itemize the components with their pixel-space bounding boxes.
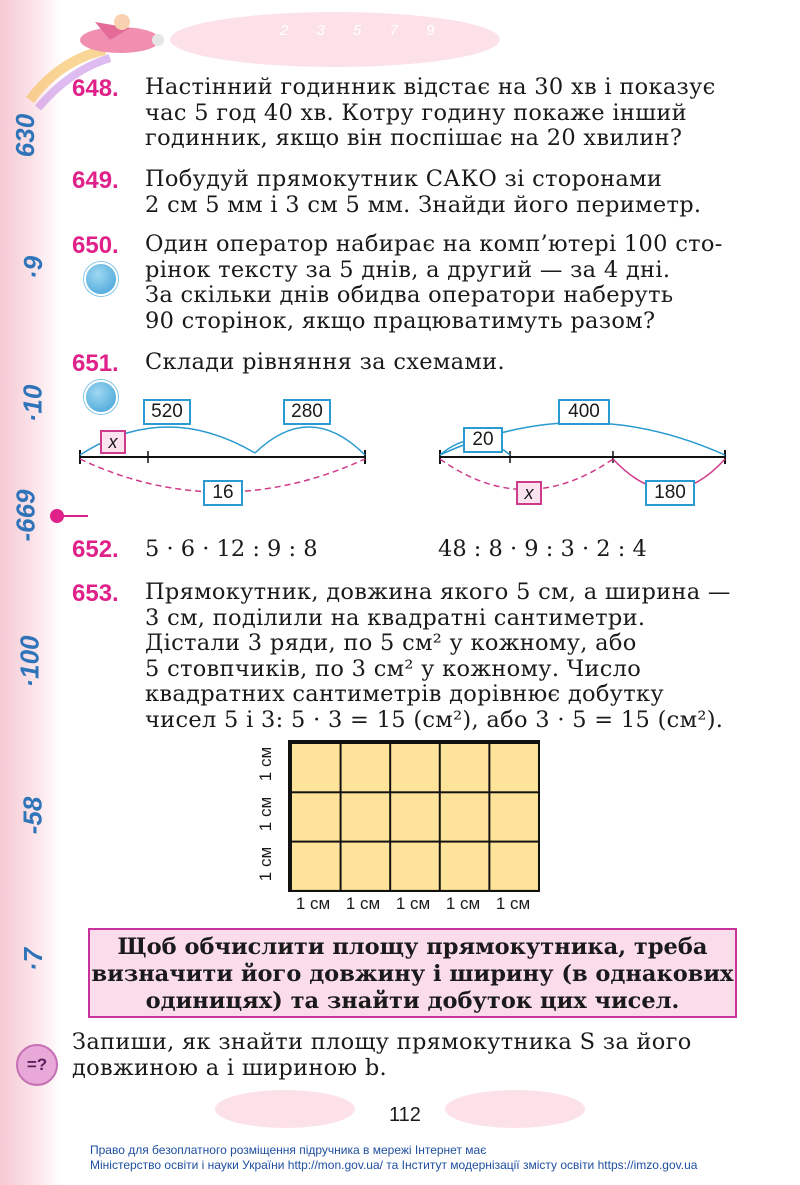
footer-line-2: Міністерство освіти і науки України http://mon.gov.ua/ та Інститут модернізації змісту освіти https://imzo.gov.ua xyxy=(90,1158,698,1172)
grid-label: 1 см xyxy=(256,846,275,882)
task-text xyxy=(72,1030,737,1081)
problem-number-652: 652. xyxy=(72,536,119,563)
text-line: визначити його довжину і ширину (в однакових xyxy=(91,961,734,987)
text-line: одиницях) та знайти добуток цих чисел. xyxy=(145,988,680,1014)
square-grid xyxy=(288,740,540,892)
grid-side-labels xyxy=(256,739,278,889)
text-line: довжиною a і шириною b. xyxy=(72,1054,388,1081)
grid-bottom-labels xyxy=(288,894,540,914)
problem-648-text xyxy=(145,75,737,152)
scheme-2-label-400: 400 xyxy=(558,399,610,425)
expression-2: 48 : 8 · 9 : 3 · 2 : 4 xyxy=(438,536,647,562)
grid-label: 1 см xyxy=(345,894,381,913)
sidebar-number: ·7 xyxy=(18,947,49,972)
text-line: 90 сторінок, якщо працюватимуть разом? xyxy=(145,307,656,334)
problem-653-text xyxy=(145,580,737,733)
sidebar-number: ·10 xyxy=(17,384,48,423)
text-line: 3 см, поділили на квадратні сантиметри. xyxy=(145,604,646,631)
scheme-2-label-20: 20 xyxy=(463,427,503,453)
problem-651-text xyxy=(145,350,737,376)
cloud-digits: 2 3 5 7 9 xyxy=(280,22,447,39)
sidebar-number: 630 xyxy=(10,113,41,158)
problem-number-648: 648. xyxy=(72,75,119,102)
cloud-decoration xyxy=(170,12,500,67)
marker-line xyxy=(62,515,88,517)
sidebar-number: ·9 xyxy=(18,255,49,280)
scheme-2-label-180: 180 xyxy=(645,480,695,506)
left-margin-band xyxy=(0,0,62,1185)
problem-number-650: 650. xyxy=(72,232,119,259)
scheme-1-label-280: 280 xyxy=(283,399,331,425)
text-line: квадратних сантиметрів дорівнює добутку xyxy=(145,681,664,707)
problem-649-text xyxy=(145,167,737,218)
grid-label: 1 см xyxy=(445,894,481,913)
sidebar-number: ·100 xyxy=(14,635,45,688)
text-line: Щоб обчислити площу прямокутника, треба xyxy=(117,934,708,960)
grid-label: 1 см xyxy=(295,894,331,913)
grid-label: 1 см xyxy=(395,894,431,913)
text-line: 5 стовпчиків, по 3 см² у кожному. Число xyxy=(145,655,642,682)
text-line: Настінний годинник відстає на 30 хв і показує xyxy=(145,74,716,100)
text-line: годинник, якщо він поспішає на 20 хвилин? xyxy=(145,125,683,151)
text-line: Прямокутник, довжина якого 5 см, а ширина — xyxy=(145,579,731,605)
cloud-decoration xyxy=(445,1090,585,1128)
text-line: Один оператор набирає на комп’ютері 100 сто- xyxy=(145,231,723,257)
grid-label: 1 см xyxy=(495,894,531,913)
scheme-1-label-520: 520 xyxy=(143,399,191,425)
rule-text xyxy=(88,934,737,1015)
text-line: чисел 5 і 3: 5 · 3 = 15 (см²), або 3 · 5 = 15 (см²). xyxy=(145,706,724,733)
page-number: 112 xyxy=(389,1104,421,1126)
problem-650-text xyxy=(145,232,737,334)
problem-number-649: 649. xyxy=(72,167,119,194)
text-line: Дістали 3 ряди, по 5 см² у кожному, або xyxy=(145,630,637,656)
problem-number-651: 651. xyxy=(72,350,119,377)
text-line: За скільки днів обидва оператори наберуть xyxy=(145,282,674,308)
grid-label: 1 см xyxy=(256,746,275,782)
text-line: 2 см 5 мм і 3 см 5 мм. Знайди його периметр. xyxy=(145,191,702,218)
expression-1: 5 · 6 · 12 : 9 : 8 xyxy=(145,536,318,562)
scheme-1-unknown-x: x xyxy=(100,430,126,454)
sidebar-number: -58 xyxy=(17,796,48,835)
puzzle-icon xyxy=(84,262,118,296)
text-line: Склади рівняння за схемами. xyxy=(145,349,505,375)
question-badge-icon: =? xyxy=(16,1044,58,1086)
text-line: рінок тексту за 5 днів, а другий — за 4 дні. xyxy=(145,256,671,283)
text-line: час 5 год 40 хв. Котру годину покаже інший xyxy=(145,99,687,126)
scheme-1-label-16: 16 xyxy=(203,480,243,506)
problem-number-653: 653. xyxy=(72,580,119,607)
text-line: Побудуй прямокутник САКО зі сторонами xyxy=(145,166,663,192)
sidebar-number: -669 xyxy=(10,489,41,542)
scheme-2-unknown-x: x xyxy=(516,481,542,505)
cloud-decoration xyxy=(215,1090,355,1128)
footer-line-1: Право для безоплатного розміщення підручника в мережі Інтернет має xyxy=(90,1143,487,1157)
text-line: Запиши, як знайти площу прямокутника S за його xyxy=(72,1029,692,1055)
grid-label: 1 см xyxy=(256,796,275,832)
